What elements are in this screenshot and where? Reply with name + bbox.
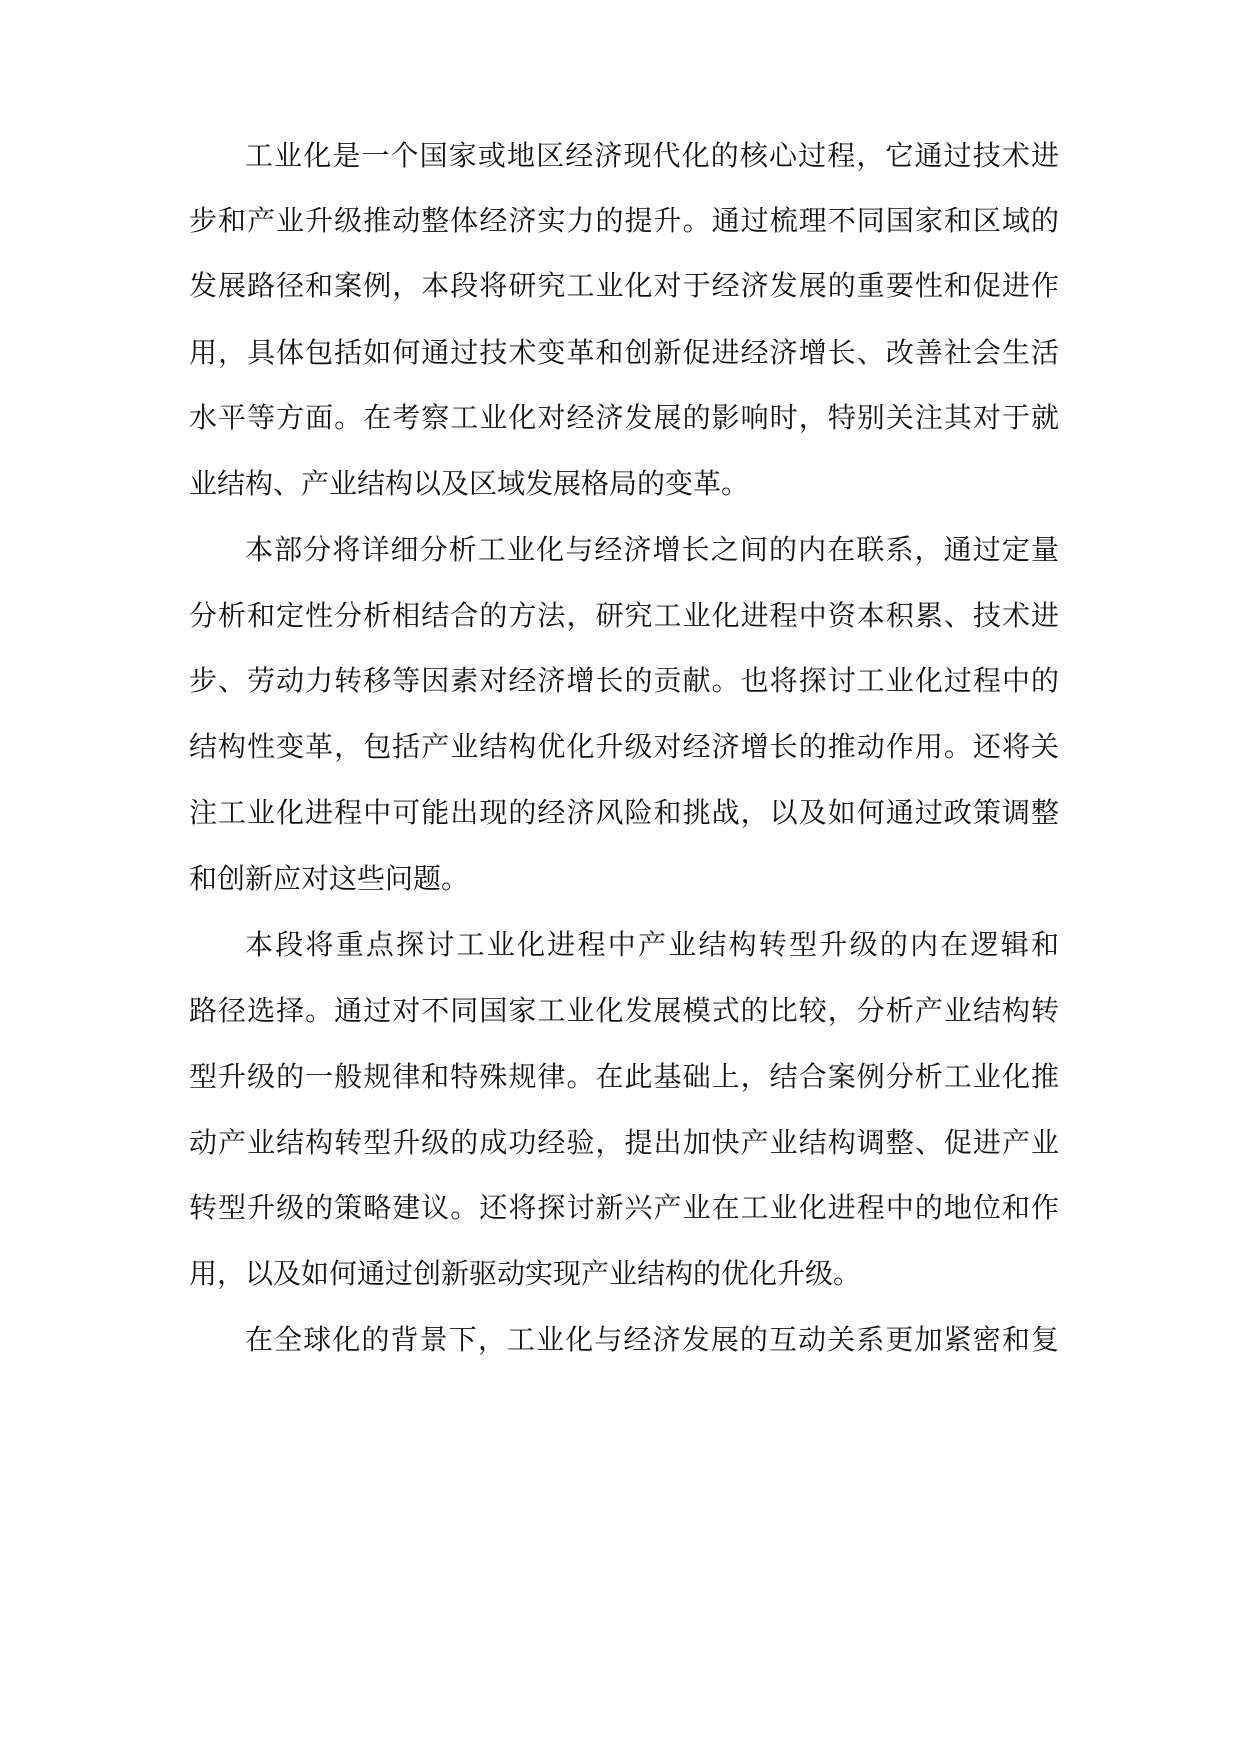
paragraph-1-line-3: 发展路径和案例，本段将研究工业化对于经济发展的重要性和促进作 [189, 269, 1059, 302]
paragraph-4-line-1: 在全球化的背景下，工业化与经济发展的互动关系更加紧密和复 [245, 1323, 1059, 1356]
paragraph-3-line-6: 用，以及如何通过创新驱动实现产业结构的优化升级。 [189, 1257, 862, 1290]
paragraph-2-line-6: 和创新应对这些问题。 [189, 862, 470, 895]
paragraph-2-line-4: 结构性变革，包括产业结构优化升级对经济增长的推动作用。还将关 [189, 730, 1059, 763]
paragraph-1-line-1: 工业化是一个国家或地区经济现代化的核心过程，它通过技术进 [245, 139, 1059, 172]
paragraph-3-line-1: 本段将重点探讨工业化进程中产业结构转型升级的内在逻辑和 [245, 928, 1059, 961]
paragraph-2-line-1: 本部分将详细分析工业化与经济增长之间的内在联系，通过定量 [245, 533, 1059, 566]
paragraph-2-line-3: 步、劳动力转移等因素对经济增长的贡献。也将探讨工业化过程中的 [189, 664, 1059, 697]
paragraph-2-line-5: 注工业化进程中可能出现的经济风险和挑战，以及如何通过政策调整 [189, 796, 1059, 829]
paragraph-3-line-2: 路径选择。通过对不同国家工业化发展模式的比较，分析产业结构转 [189, 994, 1059, 1027]
paragraph-1-line-4: 用，具体包括如何通过技术变革和创新促进经济增长、改善社会生活 [189, 336, 1059, 369]
paragraph-3-line-3: 型升级的一般规律和特殊规律。在此基础上，结合案例分析工业化推 [189, 1060, 1059, 1093]
paragraph-2-line-2: 分析和定性分析相结合的方法，研究工业化进程中资本积累、技术进 [189, 599, 1059, 632]
paragraph-1-line-5: 水平等方面。在考察工业化对经济发展的影响时，特别关注其对于就 [189, 401, 1059, 434]
paragraph-3-line-5: 转型升级的策略建议。还将探讨新兴产业在工业化进程中的地位和作 [189, 1191, 1059, 1224]
paragraph-1-line-6: 业结构、产业结构以及区域发展格局的变革。 [189, 467, 750, 500]
paragraph-3-line-4: 动产业结构转型升级的成功经验，提出加快产业结构调整、促进产业 [189, 1126, 1059, 1159]
paragraph-1-line-2: 步和产业升级推动整体经济实力的提升。通过梳理不同国家和区域的 [189, 204, 1059, 237]
